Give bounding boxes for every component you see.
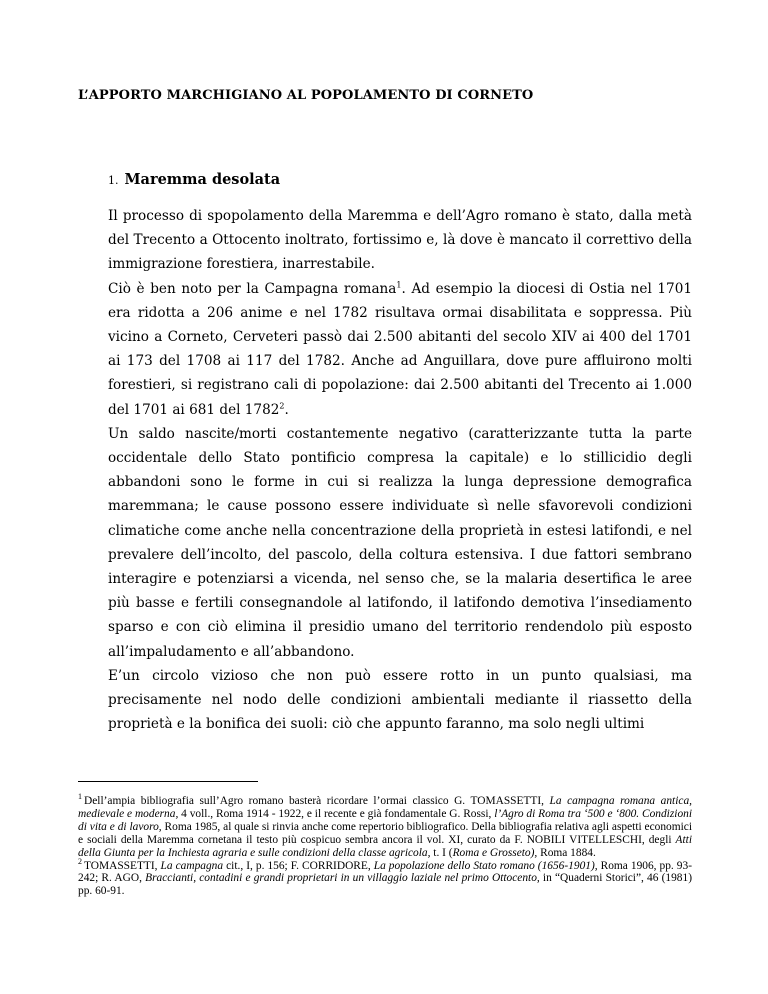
section-number: 1. — [108, 174, 119, 187]
text-run: TOMASSETTI, — [84, 859, 161, 872]
footnote-separator — [78, 781, 258, 782]
text-run: . Ad esempio la diocesi di Ostia nel 1701 era ridotta a 206 anime e nel 1782 risultava ormai disabilitata e soppressa. Più vicino a Corneto, Cerveteri passò dai 2.500 abitanti del secolo XIV ai 400 del 1701 ai 173 del 1708 ai 117 del 1782. Anche ad Anguillara, dove pure affluirono molti forestieri, si registrano cali di popolazione: dai 2.500 abitanti del Trecento ai 1.000 del 1701 ai 681 del 1782 — [108, 280, 693, 418]
section-heading — [108, 171, 280, 188]
italic-title: La popolazione dello Stato romano (1656-1901), — [373, 859, 598, 872]
italic-title: l’Agro di Roma tra ‘500 e ‘800. Condizioni di vita e di lavoro, — [78, 807, 693, 833]
text-run: t. I ( — [430, 846, 453, 859]
text-run: Dell’ampia bibliografia sull’Agro romano basterà ricordare l’ormai classico G. TOMASSETTI, — [84, 795, 550, 807]
text-run: Ciò è ben noto per la Campagna romana — [108, 280, 397, 297]
body-text — [108, 204, 692, 736]
text-run: in “Quaderni Storici”, 46 (1981) pp. 60-91. — [78, 872, 692, 898]
italic-title: Atti della Giunta per la Inchiesta agraria e sulle condizioni della classe agricola, — [78, 833, 692, 859]
text-run: Roma 1906, pp. 93-242; R. AGO, — [78, 859, 692, 885]
footnote-reference: 1 — [396, 280, 402, 290]
text-run: Un saldo nascite/morti costantemente negativo (caratterizzante tutta la parte occidentale dello Stato pontificio compresa la capitale) e lo stillicidio degli abbandoni sono le forme in cui si realizza la lunga depressione demografica maremmana; le cause possono essere individuate sì nelle sfavorevoli condizioni climatiche come anche nella concentrazione della proprietà in estesi latifondi, e nel prevalere dell’incolto, del pascolo, della coltura estensiva. I due fattori sembrano interagire e potenziarsi a vicenda, nel senso che, se la malaria desertifica le aree più basse e fertili consegnandole al latifondo, il latifondo demotiva l’insediamento sparso e con ciò elimina il presidio umano del territorio rendendolo più esposto all’impaludamento e all’abbandono. — [108, 425, 692, 660]
italic-title: La campagna — [160, 859, 224, 872]
footnote-reference: 2 — [279, 401, 285, 411]
text-run: E’un circolo vizioso che non può essere rotto in un punto qualsiasi, ma precisamente nel nodo delle condizioni ambientali mediante il riassetto della proprietà e la bonifica dei suoli: ciò che appunto faranno, ma solo negli ultimi — [108, 667, 692, 733]
section-title: Maremma desolata — [124, 171, 281, 188]
italic-title: Braccianti, contadini e grandi proprietari in un villaggio laziale nel primo Ottocento, — [145, 872, 540, 885]
document-title: L’APPORTO MARCHIGIANO AL POPOLAMENTO DI CORNETO — [78, 88, 534, 103]
footnote — [78, 792, 693, 860]
footnotes — [78, 792, 693, 898]
text-run: 4 voll., Roma 1914 - 1922, e il recente e già fondamentale G. Rossi, — [178, 807, 495, 820]
footnote-number: 1 — [78, 792, 82, 802]
footnote-number: 2 — [78, 856, 82, 866]
paragraph — [108, 204, 692, 277]
text-run: cit., I, p. 156; F. CORRIDORE, — [223, 859, 374, 872]
paragraph — [108, 422, 692, 664]
footnote — [78, 856, 692, 899]
italic-title: La campagna romana antica, medievale e moderna, — [78, 795, 692, 820]
paragraph — [108, 664, 692, 737]
text-run: Roma 1985, al quale si rinvia anche come repertorio bibliografico. Della bibliografia relativa agli aspetti economici e sociali della Maremma cornetana il testo più cospicuo sembra ancora il vol. XI, curato da F. NOBILI VITELLESCHI, degli — [78, 820, 692, 846]
italic-title: Roma e Grosseto), — [452, 846, 538, 859]
paragraph — [108, 277, 692, 422]
text-run: Roma 1884. — [537, 846, 596, 859]
text-run: Il processo di spopolamento della Maremma e dell’Agro romano è stato, dalla metà del Trecento a Ottocento inoltrato, fortissimo e, là dove è mancato il correttivo della immigrazione forestiera, inarrestabile. — [108, 208, 692, 273]
text-run: . — [284, 401, 289, 418]
